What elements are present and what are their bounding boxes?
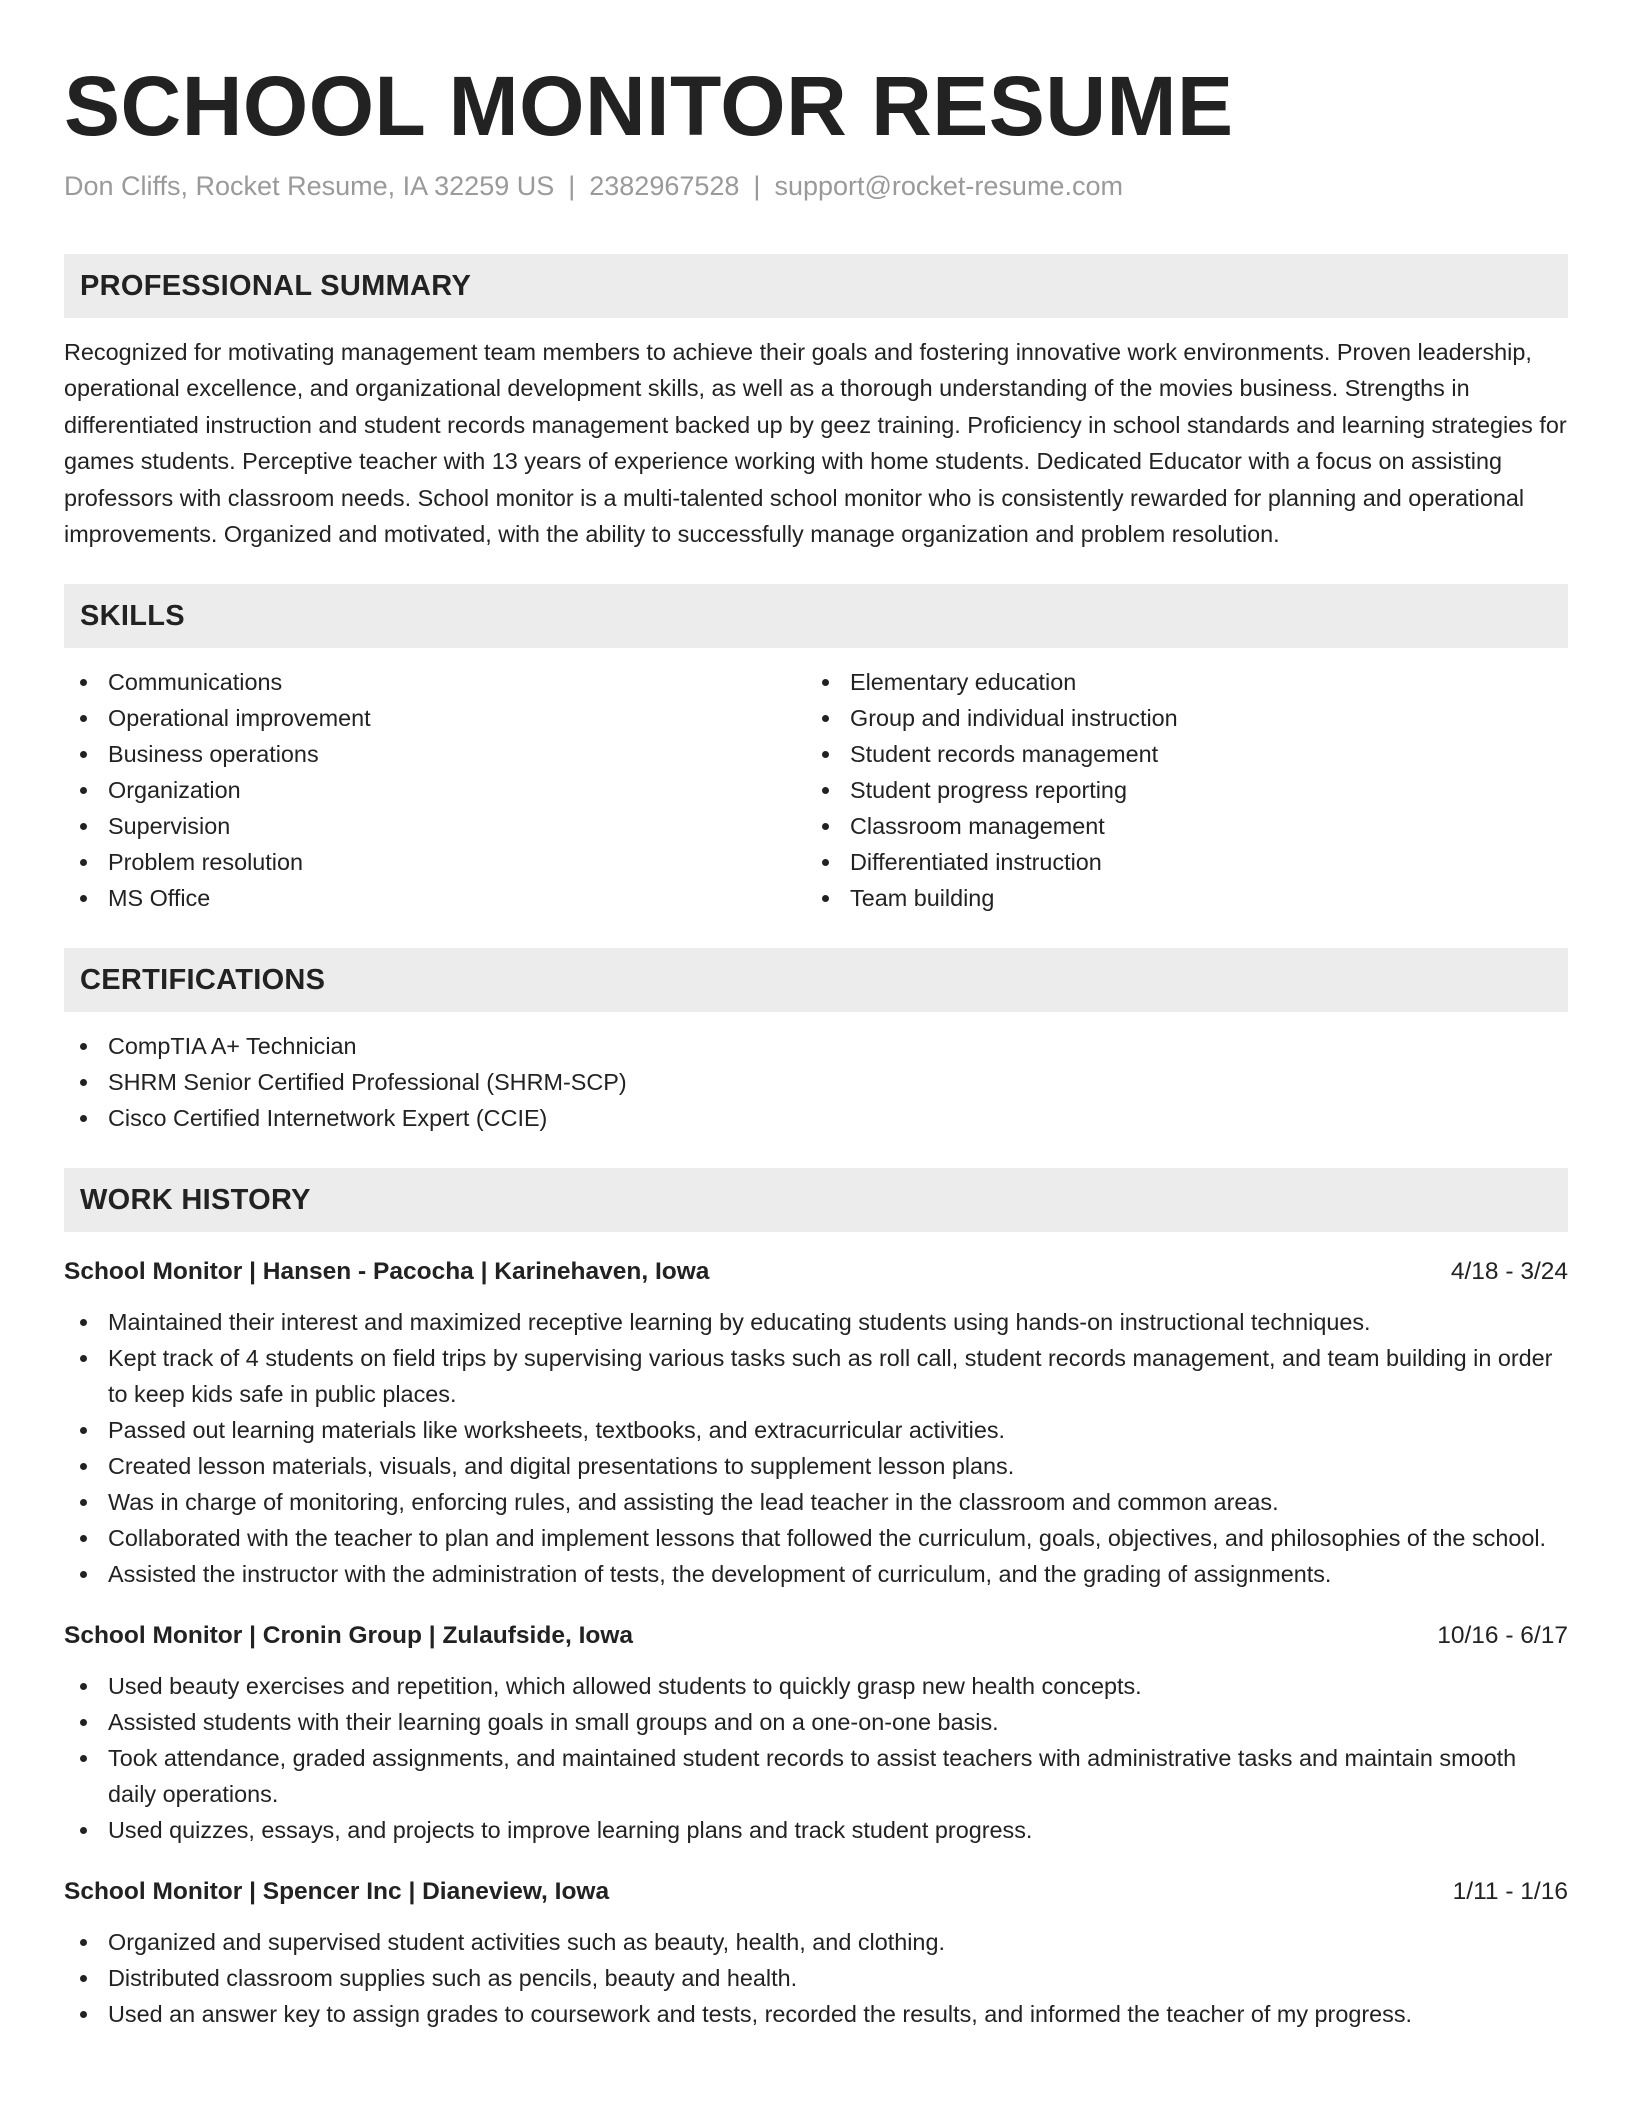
summary-text: Recognized for motivating management team members to achieve their goals and fostering innovative work environments. Proven leadership, operational excellence, and organizational development skills, as well as a thorough understanding of the movies business. Strengths in differentiated instruction and student records management backed up by geez training. Proficiency in school standards and learning strategies for games students. Perceptive teacher with 13 years of experience working with home students. Dedicated Educator with a focus on assisting professors with classroom needs. School monitor is a multi-talented school monitor who is consistently rewarded for planning and operational improvements. Organized and motivated, with the ability to successfully manage organization and problem resolution.	[64, 339, 1567, 548]
certifications-list	[64, 1028, 1568, 1136]
skill-item: Supervision	[64, 808, 806, 844]
skills-list-right	[806, 664, 1548, 916]
job-bullet: Took attendance, graded assignments, and maintained student records to assist teachers with administrative tasks and maintain smooth daily operations.	[64, 1740, 1568, 1812]
skills-grid	[64, 664, 1568, 916]
job-dates: 4/18 - 3/24	[1450, 1258, 1568, 1286]
job-bullet: Used an answer key to assign grades to coursework and tests, recorded the results, and informed the teacher of my progress.	[64, 1996, 1568, 2032]
job-bullet: Used quizzes, essays, and projects to improve learning plans and track student progress.	[64, 1812, 1568, 1848]
job-bullet: Created lesson materials, visuals, and digital presentations to supplement lesson plans.	[64, 1448, 1568, 1484]
job-bullets	[64, 1304, 1568, 1592]
job-header	[64, 1874, 1568, 1910]
job-bullet: Passed out learning materials like worksheets, textbooks, and extracurricular activities.	[64, 1412, 1568, 1448]
job-title: School Monitor | Spencer Inc | Dianeview, Iowa	[64, 1878, 610, 1906]
contact-address: Don Cliffs, Rocket Resume, IA 32259 US	[64, 171, 555, 201]
job-entry	[64, 1254, 1568, 1592]
job-bullet: Maintained their interest and maximized receptive learning by educating students using hands-on instructional techniques.	[64, 1304, 1568, 1340]
job-bullet: Used beauty exercises and repetition, which allowed students to quickly grasp new health concepts.	[64, 1668, 1568, 1704]
resume-title: SCHOOL MONITOR RESUME	[64, 59, 1234, 153]
job-bullet: Assisted students with their learning goals in small groups and on a one-on-one basis.	[64, 1704, 1568, 1740]
job-bullet: Organized and supervised student activities such as beauty, health, and clothing.	[64, 1924, 1568, 1960]
job-bullet: Kept track of 4 students on field trips by supervising various tasks such as roll call, student records management, and team building in order to keep kids safe in public places.	[64, 1340, 1568, 1412]
certification-item: CompTIA A+ Technician	[64, 1028, 1568, 1064]
job-title: School Monitor | Cronin Group | Zulaufside, Iowa	[64, 1622, 634, 1650]
skill-item: Business operations	[64, 736, 806, 772]
job-header	[64, 1254, 1568, 1290]
skill-item: Communications	[64, 664, 806, 700]
job-bullet: Collaborated with the teacher to plan and implement lessons that followed the curriculum, goals, objectives, and philosophies of the school.	[64, 1520, 1568, 1556]
job-bullet: Assisted the instructor with the administration of tests, the development of curriculum, and the grading of assignments.	[64, 1556, 1568, 1592]
job-header	[64, 1618, 1568, 1654]
contact-phone: 2382967528	[589, 171, 740, 201]
skill-item: Differentiated instruction	[806, 844, 1548, 880]
section-header-work-history: WORK HISTORY	[64, 1168, 1568, 1232]
job-dates: 1/11 - 1/16	[1452, 1878, 1568, 1906]
job-entry	[64, 1618, 1568, 1848]
job-bullet: Was in charge of monitoring, enforcing rules, and assisting the lead teacher in the classroom and common areas.	[64, 1484, 1568, 1520]
skill-item: Problem resolution	[64, 844, 806, 880]
skill-item: Elementary education	[806, 664, 1548, 700]
contact-separator: |	[753, 171, 761, 201]
job-bullet: Distributed classroom supplies such as pencils, beauty and health.	[64, 1960, 1568, 1996]
job-bullets	[64, 1668, 1568, 1848]
contact-separator: |	[568, 171, 576, 201]
contact-line	[64, 168, 1568, 204]
skill-item: Team building	[806, 880, 1548, 916]
section-header-summary: PROFESSIONAL SUMMARY	[64, 254, 1568, 318]
certification-item: SHRM Senior Certified Professional (SHRM-SCP)	[64, 1064, 1568, 1100]
skill-item: Classroom management	[806, 808, 1548, 844]
resume-page	[64, 0, 1568, 2032]
skill-item: Student records management	[806, 736, 1548, 772]
skill-item: Operational improvement	[64, 700, 806, 736]
skill-item: Group and individual instruction	[806, 700, 1548, 736]
job-title: School Monitor | Hansen - Pacocha | Karinehaven, Iowa	[64, 1258, 710, 1286]
skill-item: MS Office	[64, 880, 806, 916]
job-bullets	[64, 1924, 1568, 2032]
skill-item: Organization	[64, 772, 806, 808]
contact-email: support@rocket-resume.com	[774, 171, 1123, 201]
section-header-certifications: CERTIFICATIONS	[64, 948, 1568, 1012]
certification-item: Cisco Certified Internetwork Expert (CCIE)	[64, 1100, 1568, 1136]
job-entry	[64, 1874, 1568, 2032]
skills-list-left	[64, 664, 806, 916]
section-header-skills: SKILLS	[64, 584, 1568, 648]
job-dates: 10/16 - 6/17	[1437, 1622, 1568, 1650]
skill-item: Student progress reporting	[806, 772, 1548, 808]
